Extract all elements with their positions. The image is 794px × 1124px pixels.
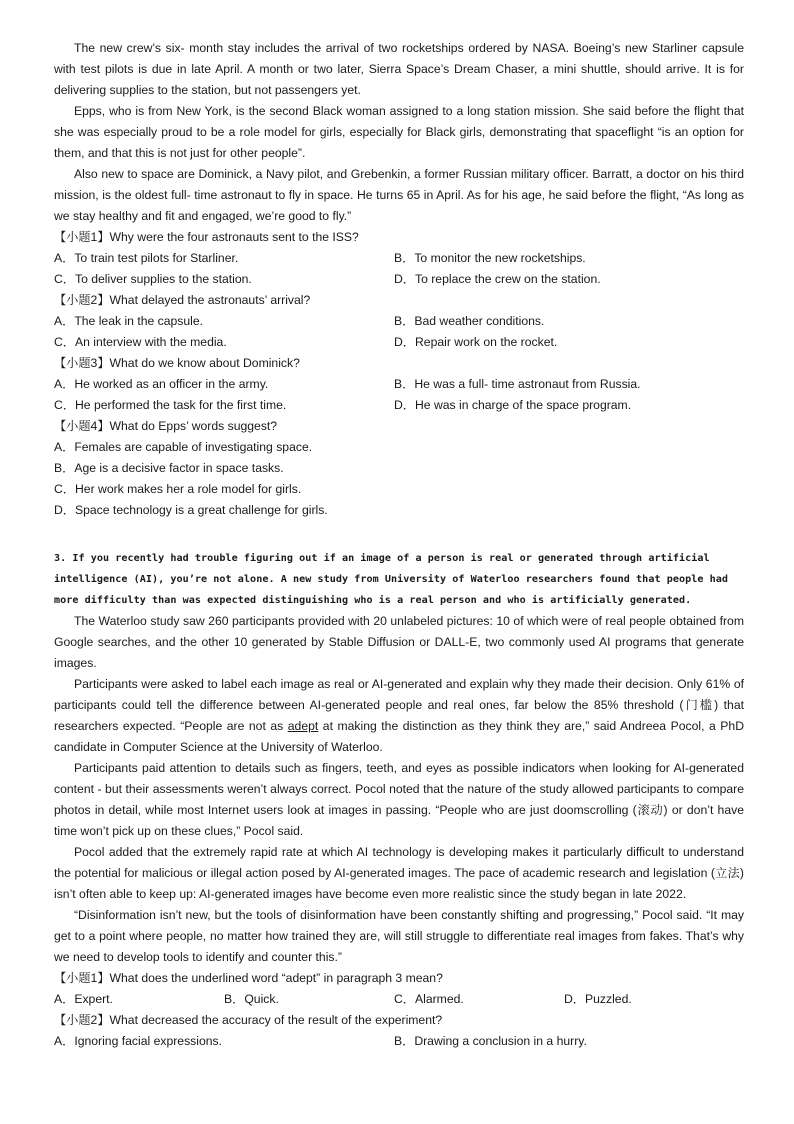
question-b1-option-c: C．Alarmed.	[394, 992, 464, 1006]
question-a3-stem: 【小题3】What do we know about Dominick?	[54, 356, 300, 370]
question-b1-option-a: A．Expert.	[54, 992, 113, 1006]
question-a3-options-row-1	[54, 374, 744, 395]
question-b2-stem: 【小题2】What decreased the accuracy of the result of the experiment?	[54, 1013, 443, 1027]
document-page	[54, 38, 744, 1052]
passage-b-paragraph-5: “Disinformation isn’t new, but the tools of disinformation have been constantly shifting and progressing,” Pocol said. “It may get to a point where people, no matter how trained they are, will still struggle to differentiate real images from fakes. That’s why we need to develop tools to identify and counter this.”	[54, 908, 744, 964]
question-a3-option-a: A．He worked as an officer in the army.	[54, 377, 269, 391]
question-a1-stem: 【小题1】Why were the four astronauts sent to the ISS?	[54, 230, 359, 244]
question-a3-option-c: C．He performed the task for the first time.	[54, 398, 287, 412]
passage-b-intro-line-3: more difficulty than was expected distinguishing who is a real person and who is artificially generated.	[54, 595, 692, 606]
passage-a-paragraph-1: The new crew’s six- month stay includes the arrival of two rocketships ordered by NASA. Boeing’s new Starliner capsule with test pilots is due in late April. A month or two later, Sierra Space’s Dream Chaser, a mini shuttle, should arrive. It is for delivering supplies to the station, but not passengers yet.	[54, 41, 744, 97]
question-a2-option-b: B．Bad weather conditions.	[394, 314, 545, 328]
question-a2-option-a: A．The leak in the capsule.	[54, 314, 204, 328]
underlined-word-adept: adept	[287, 719, 319, 733]
question-a3-option-b: B．He was a full- time astronaut from Russia.	[394, 377, 641, 391]
passage-b-intro-line-2: intelligence (AI), you’re not alone. A new study from University of Waterloo researchers found that people had	[54, 574, 728, 585]
question-b2-option-a: A．Ignoring facial expressions.	[54, 1034, 223, 1048]
question-a4-option-d: D．Space technology is a great challenge for girls.	[54, 503, 328, 517]
question-a2-option-c: C．An interview with the media.	[54, 335, 227, 349]
question-b2-options-row-1	[54, 1031, 744, 1052]
question-a3-option-d: D．He was in charge of the space program.	[394, 398, 632, 412]
passage-a-paragraph-3: Also new to space are Dominick, a Navy pilot, and Grebenkin, a former Russian military officer. Barratt, a doctor on his third mission, is the oldest full- time astronaut to fly in space. He turns 65 in April. As for his age, he said before the flight, “As long as we stay healthy and fit and engaged, we’re good to fly.”	[54, 167, 744, 223]
passage-b-paragraph-1: The Waterloo study saw 260 participants provided with 20 unlabeled pictures: 10 of which were of real people obtained from Google searches, and the other 10 generated by Stable Diffusion or DALL-E, two commonly used AI programs that generate images.	[54, 614, 744, 670]
question-b2-option-b: B．Drawing a conclusion in a hurry.	[394, 1034, 587, 1048]
question-b1-option-b: B．Quick.	[224, 992, 279, 1006]
question-a4-stem: 【小题4】What do Epps’ words suggest?	[54, 419, 278, 433]
passage-b-paragraph-2	[54, 674, 744, 758]
question-a4-option-a: A．Females are capable of investigating space.	[54, 440, 313, 454]
question-a3-options-row-2	[54, 395, 744, 416]
question-a2-option-d: D．Repair work on the rocket.	[394, 335, 558, 349]
question-a1-option-a: A．To train test pilots for Starliner.	[54, 251, 239, 265]
question-b1-stem: 【小题1】What does the underlined word “adept” in paragraph 3 mean?	[54, 971, 443, 985]
question-a2-options-row-1	[54, 311, 744, 332]
passage-b-intro-line-1: 3. If you recently had trouble figuring out if an image of a person is real or generated through artificial	[54, 553, 710, 564]
question-a4-option-b: B．Age is a decisive factor in space tasks.	[54, 461, 284, 475]
question-b1-option-d: D．Puzzled.	[564, 992, 632, 1006]
question-a4-option-c: C．Her work makes her a role model for girls.	[54, 482, 302, 496]
question-a2-options-row-2	[54, 332, 744, 353]
question-b1-options-row	[54, 989, 744, 1010]
question-a1-options-row-1	[54, 248, 744, 269]
question-a1-option-c: C．To deliver supplies to the station.	[54, 272, 252, 286]
passage-b-paragraph-2-before: Participants were asked to label each image as real or AI-generated and explain why they made their decision. Only 61% of participants could tell the difference between AI-generated people and real ones, far below the 85% threshold (门槛) that researchers expected. “People are not as	[54, 677, 744, 733]
question-a1-option-d: D．To replace the crew on the station.	[394, 272, 601, 286]
passage-b-paragraph-2-after: at making the distinction as they think they are,” said Andreea Pocol, a PhD candidate in Computer Science at the University of Waterloo.	[54, 719, 744, 754]
question-a1-option-b: B．To monitor the new rocketships.	[394, 251, 586, 265]
question-a1-options-row-2	[54, 269, 744, 290]
passage-a-paragraph-2: Epps, who is from New York, is the second Black woman assigned to a long station mission. She said before the flight that she was especially proud to be a role model for girls, especially for Black girls, demonstrating that spaceflight “is an option for them, and that this is not just for other people”.	[54, 104, 744, 160]
question-a2-stem: 【小题2】What delayed the astronauts’ arrival?	[54, 293, 311, 307]
passage-b-paragraph-4: Pocol added that the extremely rapid rate at which AI technology is developing makes it particularly difficult to understand the potential for malicious or illegal action posed by AI-generated images. The pace of academic research and legislation (立法) isn’t often able to keep up: AI-generated images have become even more realistic since the study began in late 2022.	[54, 845, 744, 901]
section-gap	[54, 521, 744, 548]
passage-b-paragraph-3: Participants paid attention to details such as fingers, teeth, and eyes as possible indicators when looking for AI-generated content - but their assessments weren’t always correct. Pocol noted that the nature of the study allowed participants to compare photos in detail, while most Internet users look at images in passing. “People who are just doomscrolling (滚动) or don’t have time won’t pick up on these clues,” Pocol said.	[54, 761, 744, 838]
